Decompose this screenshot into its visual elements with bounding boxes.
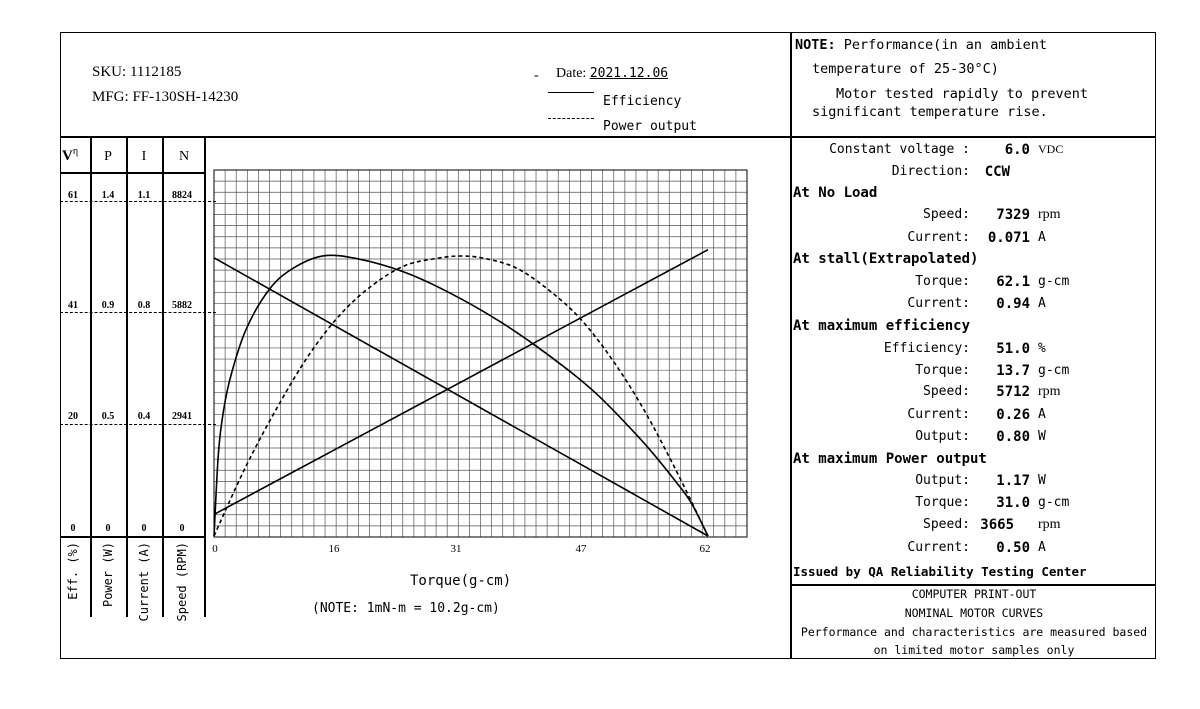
spec-row-max-pow-torque xyxy=(792,495,1098,511)
section-max-power: At maximum Power output xyxy=(793,451,987,467)
speed-tick-0: 0 xyxy=(179,523,185,534)
footer-line-1: COMPUTER PRINT-OUT xyxy=(911,587,1037,601)
max-eff-current-unit: A xyxy=(1038,407,1046,422)
axis-label-current: Current (A) xyxy=(137,542,151,622)
constant-voltage-value: 6.0 xyxy=(1004,142,1030,158)
max-pow-output-unit: W xyxy=(1038,473,1046,488)
speed-tick-5882: 5882 xyxy=(172,300,192,311)
max-pow-current-value: 0.50 xyxy=(996,540,1030,556)
footer-line-2: NOMINAL MOTOR CURVES xyxy=(904,606,1044,620)
dash-mark: - xyxy=(534,68,539,83)
no-load-speed-unit: rpm xyxy=(1038,207,1061,222)
eff-tick-0: 0 xyxy=(70,523,76,534)
x-axis-title: Torque(g-cm) xyxy=(410,573,512,589)
no-load-current-value: 0.071 xyxy=(987,230,1030,246)
sku-value: 1112185 xyxy=(129,64,182,80)
x-tick-47: 47 xyxy=(575,543,587,555)
max-pow-torque-label: Torque: xyxy=(915,495,970,510)
spec-row-stall-current xyxy=(792,296,1098,312)
spec-row-no-load-speed xyxy=(792,207,1098,223)
note-line1-text: Performance(in an ambient xyxy=(843,37,1047,53)
col-header-eta: η xyxy=(72,146,79,157)
series-current-a xyxy=(214,250,708,515)
max-pow-speed-value: 3665 xyxy=(980,517,1014,533)
max-eff-efficiency-unit: % xyxy=(1038,341,1046,356)
max-pow-output-label: Output: xyxy=(915,473,970,488)
max-pow-current-label: Current: xyxy=(907,540,970,555)
no-load-current-unit: A xyxy=(1038,230,1046,245)
footer-divider xyxy=(790,584,1156,586)
speed-tick-8824: 8824 xyxy=(172,190,192,201)
max-eff-speed-value: 5712 xyxy=(996,384,1030,400)
spec-row-max-pow-current xyxy=(792,540,1098,556)
max-pow-output-value: 1.17 xyxy=(996,473,1030,489)
col-header-v: V xyxy=(62,148,73,164)
no-load-speed-label: Speed: xyxy=(923,207,970,222)
legend-efficiency-label: Efficiency xyxy=(603,94,682,109)
power-tick-0-5: 0.5 xyxy=(101,411,115,422)
footer-line-3: Performance and characteristics are measured based xyxy=(800,625,1148,639)
speed-tick-2941: 2941 xyxy=(172,411,192,422)
mfg-value: FF-130SH-14230 xyxy=(132,89,239,105)
spec-row-max-pow-output xyxy=(792,473,1098,489)
stall-torque-unit: g-cm xyxy=(1038,274,1070,289)
eff-tick-41: 41 xyxy=(68,300,78,311)
spec-row-constant-voltage xyxy=(792,142,1098,158)
note-line-2: temperature of 25-30°C) xyxy=(812,61,999,77)
x-tick-16: 16 xyxy=(328,543,340,555)
current-tick-0: 0 xyxy=(141,523,147,534)
stall-current-unit: A xyxy=(1038,296,1046,311)
axis-label-speed: Speed (RPM) xyxy=(175,542,189,622)
col-header-i: I xyxy=(141,149,147,164)
constant-voltage-label: Constant voltage : xyxy=(829,142,970,157)
max-eff-efficiency-value: 51.0 xyxy=(996,341,1030,357)
x-tick-62: 62 xyxy=(699,543,711,555)
constant-voltage-unit: VDC xyxy=(1038,142,1064,156)
eff-tick-61: 61 xyxy=(68,190,78,201)
spec-row-max-eff-torque xyxy=(792,363,1098,379)
spec-row-max-eff-speed xyxy=(792,384,1098,400)
x-tick-0: 0 xyxy=(212,543,218,555)
date-value: 2021.12.06 xyxy=(589,66,669,81)
stall-current-value: 0.94 xyxy=(996,296,1030,312)
max-pow-torque-unit: g-cm xyxy=(1038,495,1070,510)
spec-row-no-load-current xyxy=(792,230,1098,246)
current-tick-0-8: 0.8 xyxy=(137,300,151,311)
stall-torque-value: 62.1 xyxy=(996,274,1030,290)
unit-conversion-note: (NOTE: 1mN-m = 10.2g-cm) xyxy=(312,601,500,616)
max-eff-output-value: 0.80 xyxy=(996,429,1030,445)
col-header-n: N xyxy=(178,149,190,164)
no-load-current-label: Current: xyxy=(907,230,970,245)
direction-label: Direction: xyxy=(891,164,970,179)
max-eff-torque-value: 13.7 xyxy=(996,363,1030,379)
chart-grid xyxy=(214,170,747,537)
date-label: Date: xyxy=(556,66,587,81)
eff-tick-20: 20 xyxy=(68,411,78,422)
spec-row-max-eff-current xyxy=(792,407,1098,423)
max-eff-torque-unit: g-cm xyxy=(1038,363,1070,378)
axis-label-eff: Eff. (%) xyxy=(66,542,80,600)
spec-row-direction xyxy=(792,164,1010,180)
max-eff-output-label: Output: xyxy=(915,429,970,444)
max-pow-speed-unit: rpm xyxy=(1038,517,1061,532)
power-tick-1-4: 1.4 xyxy=(101,190,115,201)
max-eff-efficiency-label: Efficiency: xyxy=(883,341,970,356)
x-tick-31: 31 xyxy=(450,543,462,555)
section-max-efficiency: At maximum efficiency xyxy=(793,318,971,334)
spec-row-max-eff-efficiency xyxy=(792,341,1098,357)
power-tick-0-9: 0.9 xyxy=(101,300,115,311)
stall-torque-label: Torque: xyxy=(915,274,970,289)
max-pow-torque-value: 31.0 xyxy=(996,495,1030,511)
legend-power-label: Power output xyxy=(603,119,697,134)
max-eff-speed-label: Speed: xyxy=(923,384,970,399)
note-line-4: significant temperature rise. xyxy=(812,104,1048,120)
note-title: NOTE: xyxy=(795,37,836,53)
power-tick-0: 0 xyxy=(105,523,111,534)
spec-row-stall-torque xyxy=(792,274,1098,290)
max-pow-speed-label: Speed: xyxy=(923,517,970,532)
max-eff-output-unit: W xyxy=(1038,429,1046,444)
section-no-load: At No Load xyxy=(793,185,878,201)
mfg-label: MFG: xyxy=(92,89,129,105)
max-eff-torque-label: Torque: xyxy=(915,363,970,378)
no-load-speed-value: 7329 xyxy=(996,207,1030,223)
note-line-3: Motor tested rapidly to prevent xyxy=(836,86,1088,102)
current-tick-0-4: 0.4 xyxy=(137,411,151,422)
note-line-1 xyxy=(795,35,1047,55)
issued-by: Issued by QA Reliability Testing Center xyxy=(793,564,1087,579)
sku-label: SKU: xyxy=(92,64,127,80)
spec-row-max-eff-output xyxy=(792,429,1098,445)
max-eff-speed-unit: rpm xyxy=(1038,384,1061,399)
max-pow-current-unit: A xyxy=(1038,540,1046,555)
stall-current-label: Current: xyxy=(907,296,970,311)
direction-value: CCW xyxy=(984,164,1010,180)
max-eff-current-value: 0.26 xyxy=(996,407,1030,423)
spec-row-max-pow-speed xyxy=(792,517,1098,533)
col-header-p: P xyxy=(104,149,112,164)
footer-line-4: on limited motor samples only xyxy=(873,643,1075,657)
section-stall: At stall(Extrapolated) xyxy=(793,251,979,267)
max-eff-current-label: Current: xyxy=(907,407,970,422)
current-tick-1-1: 1.1 xyxy=(137,190,151,201)
axis-label-power: Power (W) xyxy=(101,542,115,608)
